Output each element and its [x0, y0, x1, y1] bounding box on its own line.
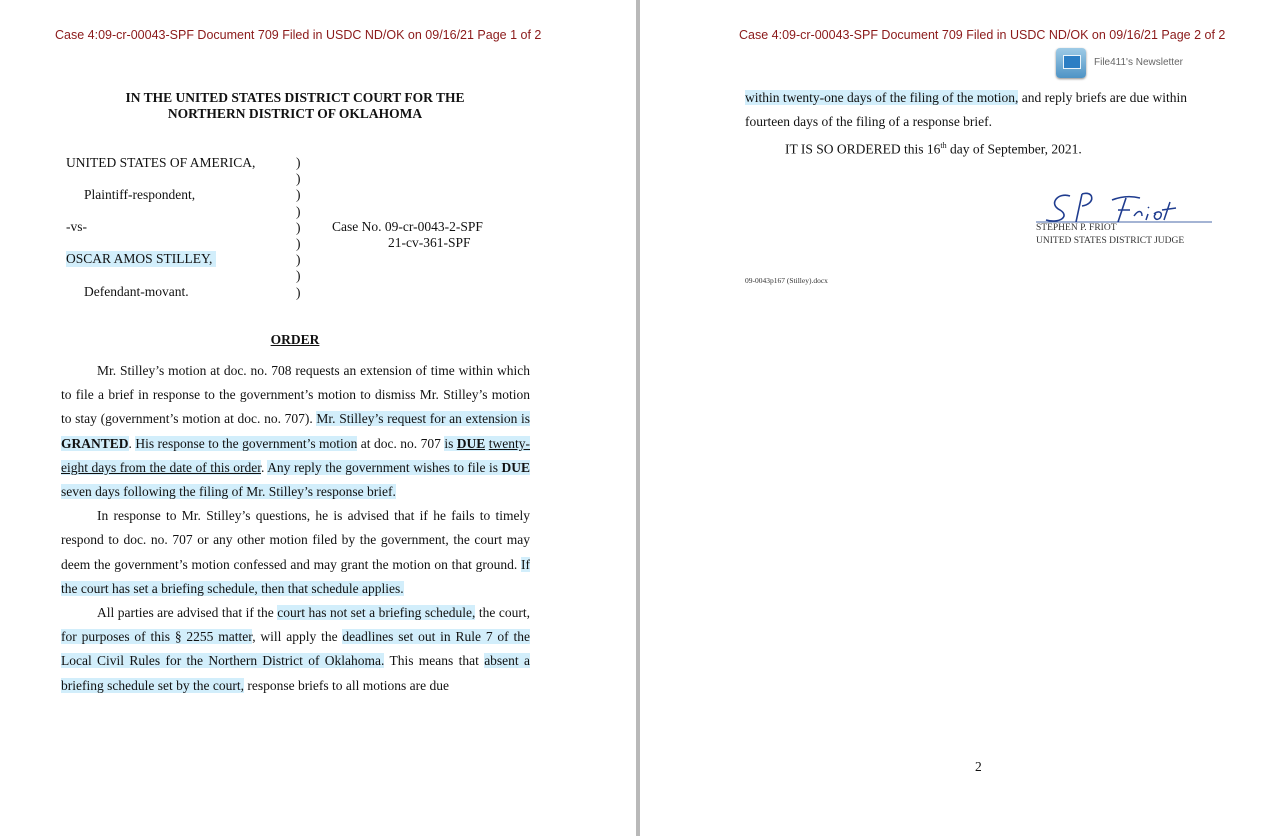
para3-text: , will apply the: [252, 629, 343, 645]
paragraph-3: [61, 601, 530, 698]
caption-plaintiff: UNITED STATES OF AMERICA,: [66, 155, 256, 170]
newsletter-logo-icon[interactable]: [1056, 48, 1086, 78]
para1-highlight: is: [444, 435, 457, 451]
page-2-filing-header: Case 4:09-cr-00043-SPF Document 709 Filed in USDC ND/OK on 09/16/21 Page 2 of 2: [739, 28, 1226, 42]
continuation-rest: and reply briefs are due within fourteen days of the filing of a response brief.: [745, 90, 1188, 129]
para3-highlight: court has not set a briefing schedule,: [277, 605, 476, 621]
para2-text: In response to Mr. Stilley’s questions, he is advised that if he fails to timely respond to doc. no. 707 or any other motion filed by the government, the court may deem the government’s motion confessed and may grant the motion on that ground.: [61, 508, 530, 572]
caption-vs: -vs-: [66, 219, 87, 234]
caption-plaintiff-role: Plaintiff-respondent,: [84, 187, 196, 202]
order-title: ORDER: [270, 332, 320, 347]
para1-highlight: seven days following the filing of Mr. Stilley’s response brief.: [61, 484, 396, 500]
continuation-highlight: within twenty-one days of the filing of the motion,: [745, 90, 1019, 105]
so-ordered-line: [785, 134, 1255, 162]
page-1-filing-header: Case 4:09-cr-00043-SPF Document 709 Filed in USDC ND/OK on 09/16/21 Page 1 of 2: [55, 28, 542, 42]
para1-highlight: Any reply the government wishes to file is: [267, 459, 502, 475]
granted-text: GRANTED: [61, 435, 129, 451]
para1-text: Mr. Stilley’s motion at doc. no. 708 requests an extension of time within which to file a brief in response to the government’s motion to dismiss Mr. Stilley’s motion to stay (government’s motion at doc. no. 707).: [61, 363, 530, 427]
case-number-civil: 21-cv-361-SPF: [388, 235, 471, 250]
para3-highlight: deadlines set out in Rule 7 of the Local Civil Rules for the Northern District of Oklahoma.: [61, 629, 530, 669]
page-1: [0, 0, 636, 836]
judge-title: UNITED STATES DISTRICT JUDGE: [1036, 235, 1185, 246]
para3-highlight: for purposes of this § 2255 matter: [61, 629, 253, 645]
para1-text: .: [261, 459, 268, 475]
court-heading-line-2: NORTHERN DISTRICT OF OKLAHOMA: [167, 106, 423, 121]
para3-text: All parties are advised that if the: [97, 605, 278, 621]
monitor-icon: [1063, 55, 1081, 69]
para1-highlight: Mr. Stilley’s request for an extension is: [316, 411, 530, 427]
caption-defendant-role: Defendant-movant.: [84, 284, 189, 299]
para3-text: This means that: [384, 653, 485, 669]
paragraph-2: [61, 504, 530, 601]
due-text: DUE: [456, 435, 486, 451]
para1-text: .: [128, 435, 136, 451]
para3-highlight: absent a briefing schedule set by the court,: [61, 653, 530, 693]
paragraph-1: [61, 359, 530, 504]
judge-signature-block: [1036, 222, 1184, 247]
page-number: 2: [975, 759, 982, 774]
due-date-text: twenty-eight days from the date of this order: [61, 435, 530, 475]
caption-defendant: OSCAR AMOS STILLEY,: [66, 251, 216, 267]
so-ordered-date: day of September, 2021.: [946, 141, 1082, 157]
so-ordered-text: IT IS SO ORDERED this 16: [785, 141, 941, 157]
file-reference: 09-0043p167 (Stilley).docx: [745, 276, 828, 285]
court-heading: [0, 90, 590, 122]
para2-highlight: If the court has set a briefing schedule, then that schedule applies.: [61, 556, 530, 596]
caption-parentheses: ) ) ) ) ) ) ) ) ): [296, 155, 301, 300]
judge-name: STEPHEN P. FRIOT: [1036, 223, 1117, 233]
para1-highlight: His response to the government’s motion: [135, 435, 358, 451]
para3-text: the court,: [475, 605, 530, 621]
continuation-text: [745, 86, 1215, 134]
newsletter-label[interactable]: File411's Newsletter: [1094, 57, 1183, 68]
order-body: [61, 359, 530, 698]
para1-text: at doc. no. 707: [357, 435, 445, 451]
due-text: DUE: [501, 459, 530, 475]
ordinal-suffix: th: [940, 141, 947, 150]
case-number-criminal: Case No. 09-cr-0043-2-SPF: [332, 219, 483, 234]
court-heading-line-1: IN THE UNITED STATES DISTRICT COURT FOR THE: [125, 90, 465, 105]
para3-text: response briefs to all motions are due: [243, 677, 450, 693]
